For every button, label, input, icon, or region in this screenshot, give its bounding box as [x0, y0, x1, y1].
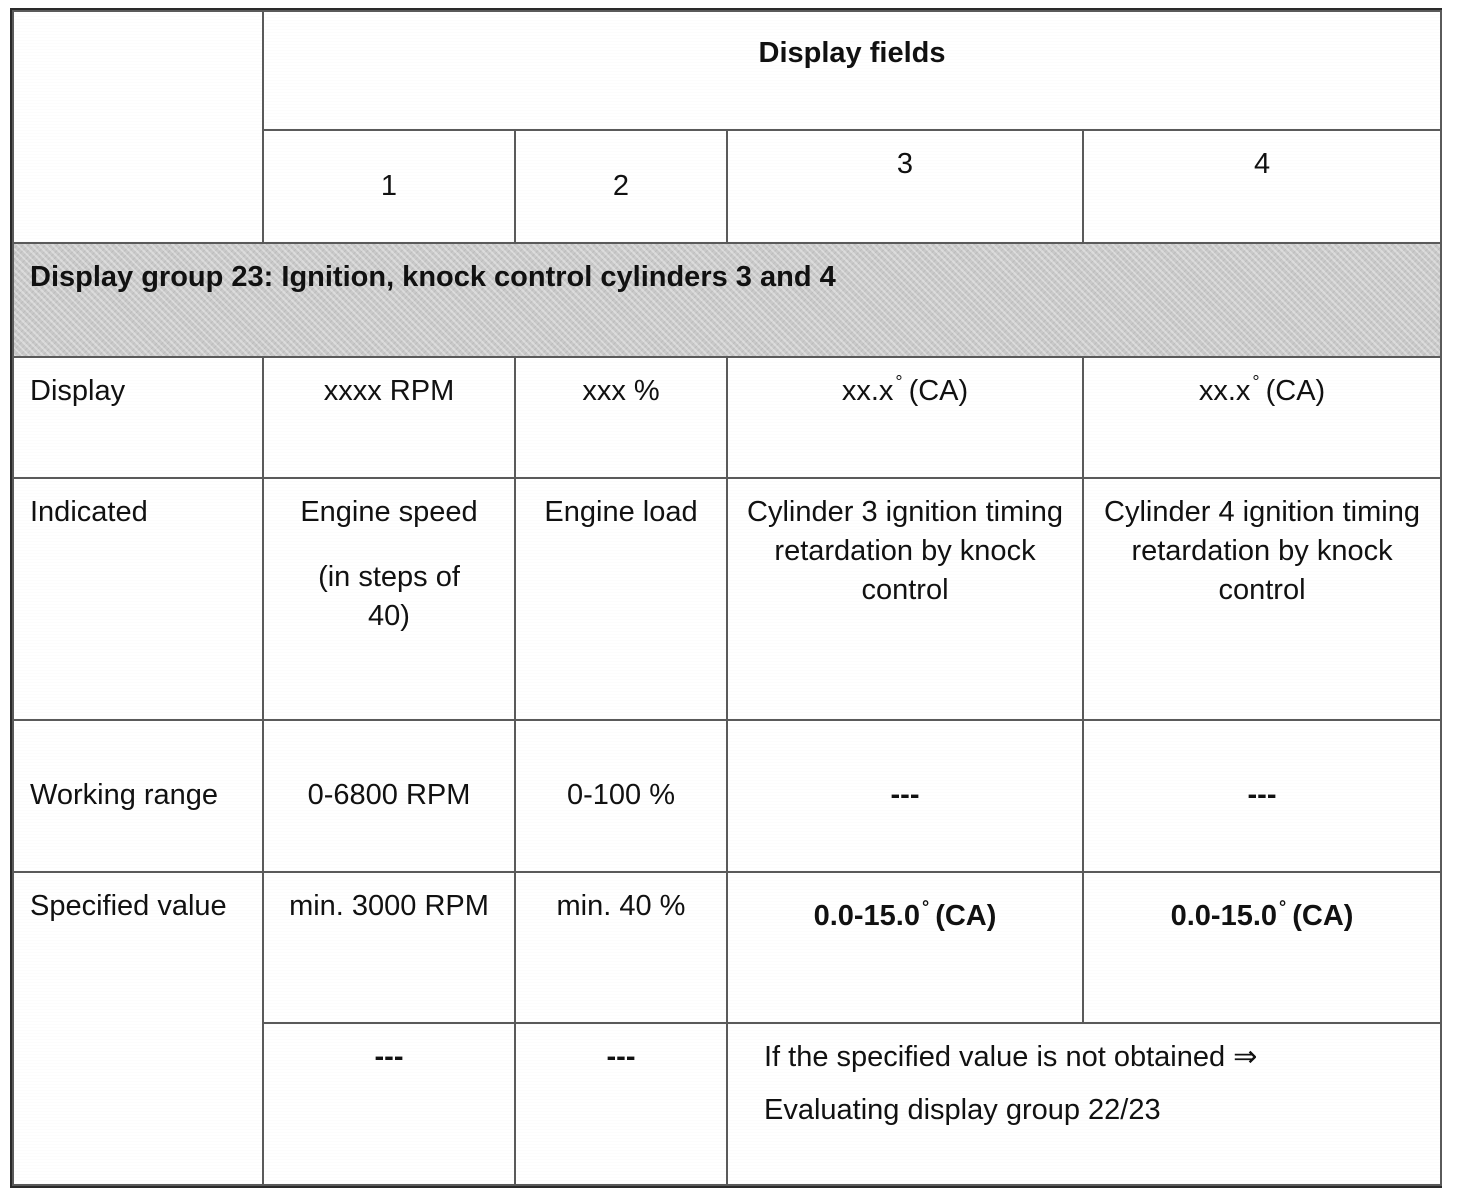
- note-field-1: ---: [263, 1023, 515, 1185]
- display-field-3-unit: (CA): [908, 374, 969, 407]
- indicated-field-3: Cylinder 3 ignition timing retardation by knock control: [727, 478, 1083, 720]
- specified-value-field-4-unit: (CA): [1292, 899, 1354, 932]
- indicated-field-2: Engine load: [515, 478, 727, 720]
- working-range-field-2: 0-100 %: [515, 720, 727, 872]
- display-field-3-value: xx.x: [841, 374, 894, 407]
- note-text-line1: [764, 1038, 1432, 1077]
- degree-symbol: °: [1252, 371, 1260, 392]
- display-row: [13, 357, 1441, 478]
- header-row: [13, 11, 1441, 130]
- note-field-2: ---: [515, 1023, 727, 1185]
- display-field-1: xxxx RPM: [263, 357, 515, 478]
- working-range-field-1: 0-6800 RPM: [263, 720, 515, 872]
- display-group-table: [12, 10, 1442, 1186]
- header-empty-cell: [13, 11, 263, 243]
- specified-value-field-4: [1083, 872, 1441, 1024]
- display-field-2: xxx %: [515, 357, 727, 478]
- working-range-label: Working range: [13, 720, 263, 872]
- display-row-label: Display: [13, 357, 263, 478]
- column-2-number: 2: [515, 130, 727, 243]
- specified-value-field-1: min. 3000 RPM: [263, 872, 515, 1024]
- indicated-field-1: [263, 478, 515, 720]
- display-fields-heading: Display fields: [263, 11, 1441, 130]
- degree-symbol: °: [922, 896, 930, 917]
- column-3-number: 3: [727, 130, 1083, 243]
- column-1-number: 1: [263, 130, 515, 243]
- indicated-field-1-line1: Engine speed: [300, 495, 478, 528]
- degree-symbol: °: [895, 371, 903, 392]
- indicated-row-label: Indicated: [13, 478, 263, 720]
- note-text: [727, 1023, 1441, 1185]
- note-condition: If the specified value is not obtained: [764, 1041, 1226, 1074]
- indicated-row: [13, 478, 1441, 720]
- specified-value-field-3-unit: (CA): [935, 899, 997, 932]
- working-range-field-3: ---: [727, 720, 1083, 872]
- note-text-line2: Evaluating display group 22/23: [764, 1094, 1161, 1127]
- specified-value-label: Specified value: [13, 872, 263, 1185]
- display-field-3: [727, 357, 1083, 478]
- column-4-number: 4: [1083, 130, 1441, 243]
- working-range-row: [13, 720, 1441, 872]
- specified-value-field-4-value: 0.0-15.0: [1170, 899, 1278, 932]
- degree-symbol: °: [1279, 896, 1287, 917]
- indicated-field-4: Cylinder 4 ignition timing retardation by knock control: [1083, 478, 1441, 720]
- specified-value-field-3-value: 0.0-15.0: [813, 899, 920, 932]
- display-field-4-unit: (CA): [1265, 374, 1326, 407]
- specified-value-field-2: min. 40 %: [515, 872, 727, 1024]
- display-field-4-value: xx.x: [1198, 374, 1251, 407]
- display-group-title: Display group 23: Ignition, knock control cylinders 3 and 4: [13, 243, 1441, 356]
- display-field-4: [1083, 357, 1441, 478]
- group-row: [13, 243, 1441, 356]
- specified-value-field-3: [727, 872, 1083, 1024]
- working-range-field-4: ---: [1083, 720, 1441, 872]
- document-page: [10, 8, 1442, 1188]
- indicated-field-1-line2: (in steps of 40): [318, 560, 460, 633]
- specified-value-row: [13, 872, 1441, 1024]
- right-double-arrow-icon: ⇒: [1233, 1041, 1258, 1074]
